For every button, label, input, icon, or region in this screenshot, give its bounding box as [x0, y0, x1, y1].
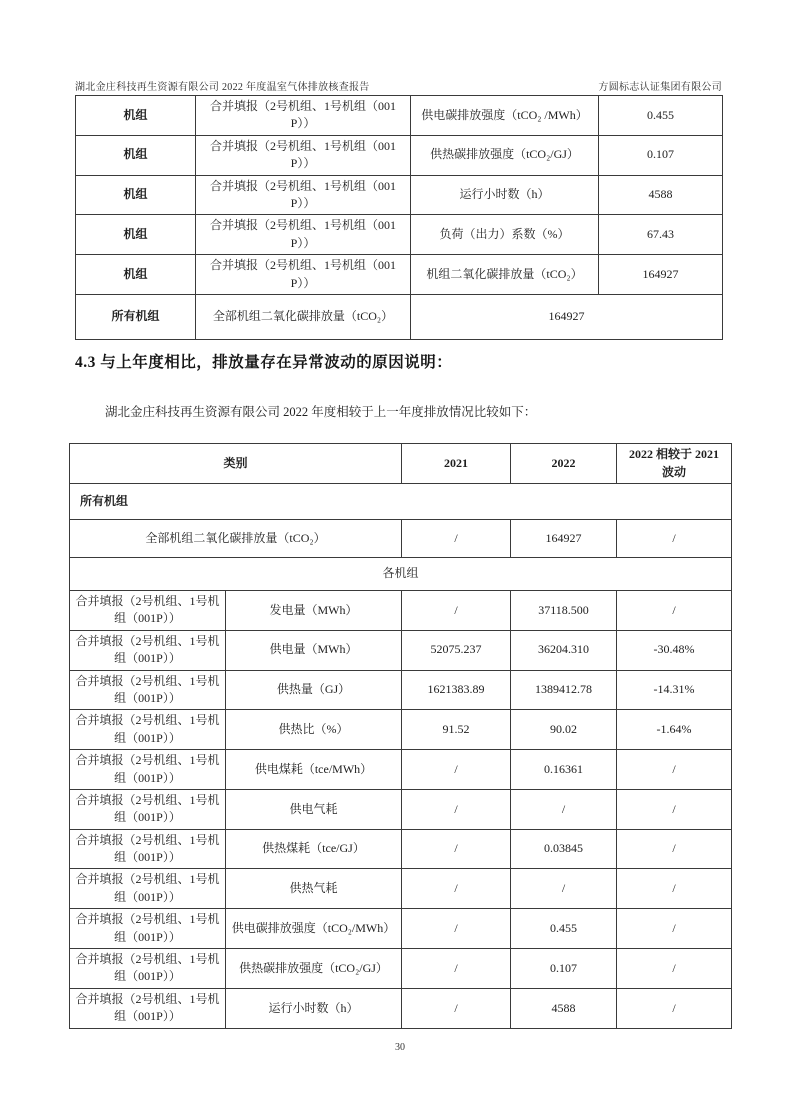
group-label: 各机组: [70, 558, 732, 591]
value-2021-cell: /: [402, 869, 511, 909]
value-2022-cell: 164927: [511, 520, 617, 558]
metric-cell: 供热煤耗（tce/GJ）: [226, 829, 402, 869]
delta-cell: /: [617, 869, 732, 909]
metric-cell: 供电碳排放强度（tCO₂ /MWh）: [411, 96, 599, 136]
intro-paragraph: 湖北金庄科技再生资源有限公司 2022 年度相较于上一年度排放情况比较如下：: [105, 405, 537, 419]
value-2021-cell: /: [402, 909, 511, 949]
delta-header-cell: 2022 相较于 2021 波动: [617, 444, 732, 484]
year-2022-header-cell: 2022: [511, 444, 617, 484]
metric-cell: 发电量（MWh）: [226, 591, 402, 631]
table-row: [70, 630, 732, 670]
total-value-cell: 164927: [411, 294, 723, 339]
metric-cell: 负荷（出力）系数（%）: [411, 215, 599, 255]
year-2021-header-cell: 2021: [402, 444, 511, 484]
delta-cell: -14.31%: [617, 670, 732, 710]
value-cell: 4588: [599, 175, 723, 215]
value-2021-cell: /: [402, 520, 511, 558]
metric-cell: 供热碳排放强度（tCO₂/GJ）: [226, 949, 402, 989]
table-row: [76, 135, 723, 175]
value-2021-cell: /: [402, 829, 511, 869]
value-2022-cell: 37118.500: [511, 591, 617, 631]
group-label: 所有机组: [70, 484, 732, 520]
metric-cell: 供热气耗: [226, 869, 402, 909]
delta-cell: /: [617, 949, 732, 989]
unit-name-cell: 合并填报（2号机组、1号机组（001P））: [196, 215, 411, 255]
unit-cell: 合并填报（2号机组、1号机组（001P））: [70, 630, 226, 670]
unit-name-cell: 合并填报（2号机组、1号机组（001P））: [196, 175, 411, 215]
metric-cell: 运行小时数（h）: [411, 175, 599, 215]
value-2021-cell: 91.52: [402, 710, 511, 750]
value-2021-cell: 1621383.89: [402, 670, 511, 710]
page-number: 30: [395, 1042, 405, 1053]
value-2021-cell: /: [402, 789, 511, 829]
total-label-cell: 全部机组二氧化碳排放量（tCO₂）: [196, 294, 411, 339]
total-emissions-row: [70, 520, 732, 558]
unit-name-cell: 合并填报（2号机组、1号机组（001P））: [196, 135, 411, 175]
unit-name-cell: 合并填报（2号机组、1号机组（001P））: [196, 255, 411, 295]
delta-cell: /: [617, 591, 732, 631]
value-2022-cell: 0.107: [511, 949, 617, 989]
category-header-cell: 类别: [70, 444, 402, 484]
table-row: [70, 789, 732, 829]
table-row: [76, 175, 723, 215]
delta-cell: /: [617, 750, 732, 790]
group-row-all-units: [70, 484, 732, 520]
header-row: [70, 444, 732, 484]
delta-cell: /: [617, 520, 732, 558]
table-row: [76, 215, 723, 255]
table-row: [70, 829, 732, 869]
metric-cell: 供电量（MWh）: [226, 630, 402, 670]
table-row: [70, 591, 732, 631]
unit-name-cell: 合并填报（2号机组、1号机组（001P））: [196, 96, 411, 136]
delta-cell: /: [617, 789, 732, 829]
table-row: [70, 988, 732, 1028]
value-2022-cell: 0.455: [511, 909, 617, 949]
metric-cell: 机组二氧化碳排放量（tCO₂）: [411, 255, 599, 295]
unit-type-cell: 机组: [76, 96, 196, 136]
value-2021-cell: /: [402, 988, 511, 1028]
value-2022-cell: 36204.310: [511, 630, 617, 670]
table-row-total: [76, 294, 723, 339]
value-2022-cell: /: [511, 789, 617, 829]
value-cell: 67.43: [599, 215, 723, 255]
metric-cell: 全部机组二氧化碳排放量（tCO₂）: [70, 520, 402, 558]
value-2022-cell: 90.02: [511, 710, 617, 750]
value-2021-cell: 52075.237: [402, 630, 511, 670]
units-summary-table: [75, 95, 723, 340]
unit-cell: 合并填报（2号机组、1号机组（001P））: [70, 988, 226, 1028]
value-2022-cell: 0.03845: [511, 829, 617, 869]
year-comparison-table: [69, 443, 732, 1029]
unit-cell: 合并填报（2号机组、1号机组（001P））: [70, 949, 226, 989]
table-row: [70, 949, 732, 989]
table-row: [70, 869, 732, 909]
value-2021-cell: /: [402, 591, 511, 631]
report-title: 湖北金庄科技再生资源有限公司 2022 年度温室气体排放核查报告: [75, 82, 370, 93]
delta-cell: /: [617, 988, 732, 1028]
value-cell: 0.455: [599, 96, 723, 136]
value-2021-cell: /: [402, 949, 511, 989]
metric-cell: 供电气耗: [226, 789, 402, 829]
metric-cell: 供电煤耗（tce/MWh）: [226, 750, 402, 790]
unit-cell: 合并填报（2号机组、1号机组（001P））: [70, 750, 226, 790]
unit-type-cell: 所有机组: [76, 294, 196, 339]
unit-type-cell: 机组: [76, 135, 196, 175]
delta-cell: /: [617, 909, 732, 949]
unit-cell: 合并填报（2号机组、1号机组（001P））: [70, 829, 226, 869]
table-row: [70, 909, 732, 949]
certifier-name: 方圆标志认证集团有限公司: [598, 82, 722, 93]
delta-cell: /: [617, 829, 732, 869]
metric-cell: 运行小时数（h）: [226, 988, 402, 1028]
value-cell: 0.107: [599, 135, 723, 175]
unit-cell: 合并填报（2号机组、1号机组（001P））: [70, 591, 226, 631]
unit-cell: 合并填报（2号机组、1号机组（001P））: [70, 710, 226, 750]
metric-cell: 供热比（%）: [226, 710, 402, 750]
unit-cell: 合并填报（2号机组、1号机组（001P））: [70, 909, 226, 949]
unit-cell: 合并填报（2号机组、1号机组（001P））: [70, 670, 226, 710]
table-row: [70, 670, 732, 710]
group-row-each-unit: [70, 558, 732, 591]
value-2022-cell: 4588: [511, 988, 617, 1028]
unit-type-cell: 机组: [76, 215, 196, 255]
value-2022-cell: 1389412.78: [511, 670, 617, 710]
value-cell: 164927: [599, 255, 723, 295]
value-2022-cell: 0.16361: [511, 750, 617, 790]
unit-cell: 合并填报（2号机组、1号机组（001P））: [70, 789, 226, 829]
table-row: [70, 750, 732, 790]
delta-cell: -1.64%: [617, 710, 732, 750]
table-row: [70, 710, 732, 750]
section-heading: 4.3 与上年度相比，排放量存在异常波动的原因说明：: [75, 354, 453, 371]
metric-cell: 供电碳排放强度（tCO₂/MWh）: [226, 909, 402, 949]
metric-cell: 供热碳排放强度（tCO₂/GJ）: [411, 135, 599, 175]
value-2022-cell: /: [511, 869, 617, 909]
unit-cell: 合并填报（2号机组、1号机组（001P））: [70, 869, 226, 909]
running-header: [75, 78, 722, 93]
unit-type-cell: 机组: [76, 175, 196, 215]
table-row: [76, 96, 723, 136]
value-2021-cell: /: [402, 750, 511, 790]
delta-cell: -30.48%: [617, 630, 732, 670]
unit-type-cell: 机组: [76, 255, 196, 295]
table-row: [76, 255, 723, 295]
metric-cell: 供热量（GJ）: [226, 670, 402, 710]
